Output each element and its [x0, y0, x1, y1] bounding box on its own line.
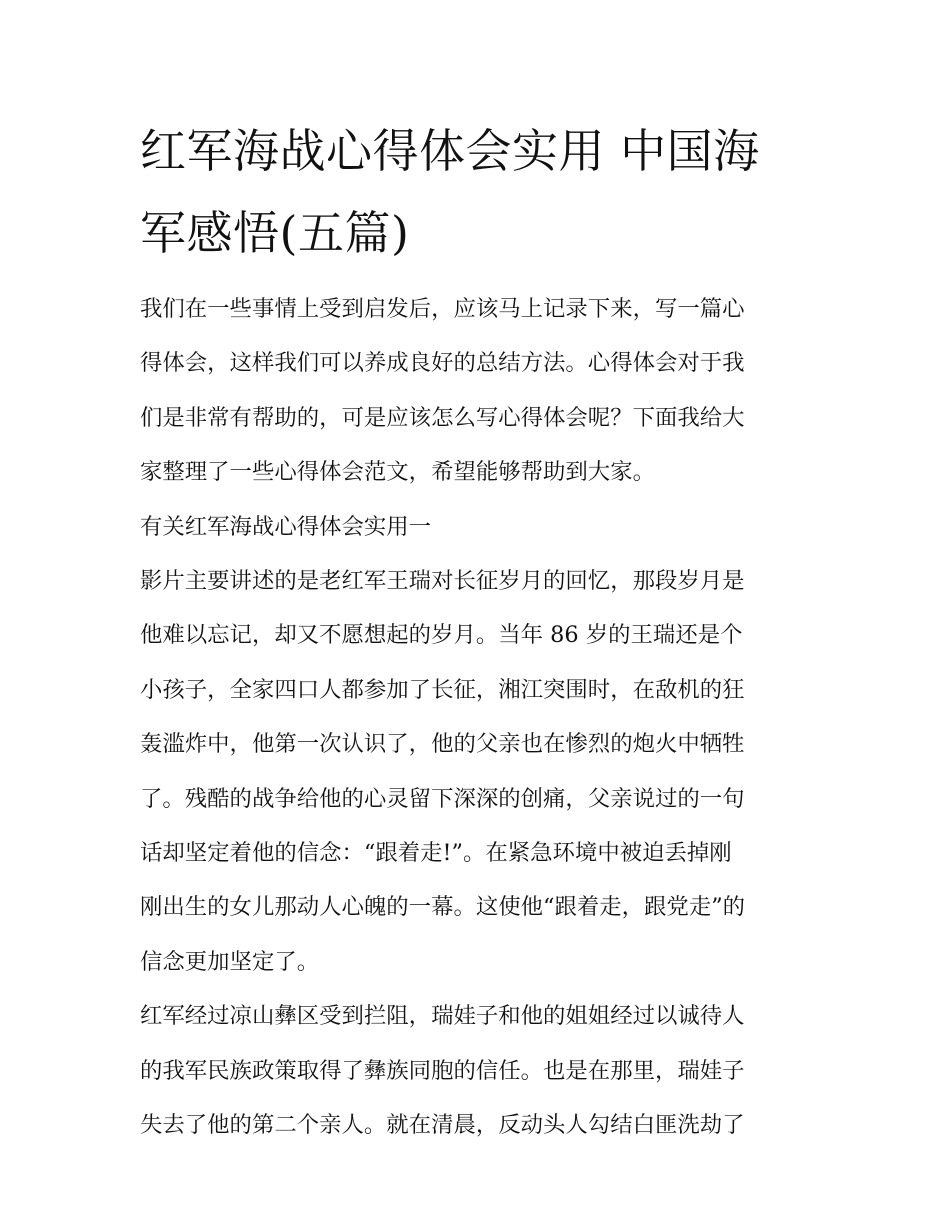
- title-line: 红军海战心得体会实用 中国海: [140, 124, 760, 178]
- text-line: 我们在一些事情上受到启发后，应该马上记录下来，写一篇心: [140, 296, 745, 322]
- text-line: 家整理了一些心得体会范文，希望能够帮助到大家。: [140, 459, 655, 486]
- document-title: [140, 110, 812, 274]
- text-line: 的我军民族政策取得了彝族同胞的信任。也是在那里，瑞娃子: [140, 1057, 745, 1084]
- text-line: 刚出生的女儿那动人心魄的一幕。这使他“跟着走，跟党走”的: [140, 894, 746, 921]
- body-paragraph-2: [140, 989, 812, 1152]
- text-line: 有关红军海战心得体会实用一: [140, 513, 432, 540]
- text-line: 话却坚定着他的信念：“跟着走!”。在紧急环境中被迫丢掉刚: [140, 840, 732, 867]
- section-heading: [140, 500, 812, 554]
- document-page: [140, 110, 812, 1153]
- text-line: 了。残酷的战争给他的心灵留下深深的创痛，父亲说过的一句: [140, 785, 745, 812]
- text-line: 他难以忘记，却又不愿想起的岁月。当年 86 岁的王瑞还是个: [140, 622, 743, 649]
- text-line: 们是非常有帮助的，可是应该怎么写心得体会呢？下面我给大: [140, 404, 745, 431]
- text-line: 小孩子，全家四口人都参加了长征，湘江突围时，在敌机的狂: [140, 676, 745, 703]
- text-line: 信念更加坚定了。: [140, 948, 320, 975]
- intro-paragraph: [140, 282, 812, 500]
- text-line: 红军经过凉山彝区受到拦阻，瑞娃子和他的姐姐经过以诚待人: [140, 1003, 745, 1030]
- text-line: 失去了他的第二个亲人。就在清晨，反动头人勾结白匪洗劫了: [140, 1112, 745, 1139]
- document-body: [140, 282, 812, 1153]
- body-paragraph-1: [140, 554, 812, 989]
- text-line: 得体会，这样我们可以养成良好的总结方法。心得体会对于我: [140, 350, 745, 377]
- text-line: 影片主要讲述的是老红军王瑞对长征岁月的回忆，那段岁月是: [140, 568, 745, 595]
- text-line: 轰滥炸中，他第一次认识了，他的父亲也在惨烈的炮火中牺牲: [140, 731, 745, 758]
- title-line: 军感悟(五篇): [140, 206, 410, 260]
